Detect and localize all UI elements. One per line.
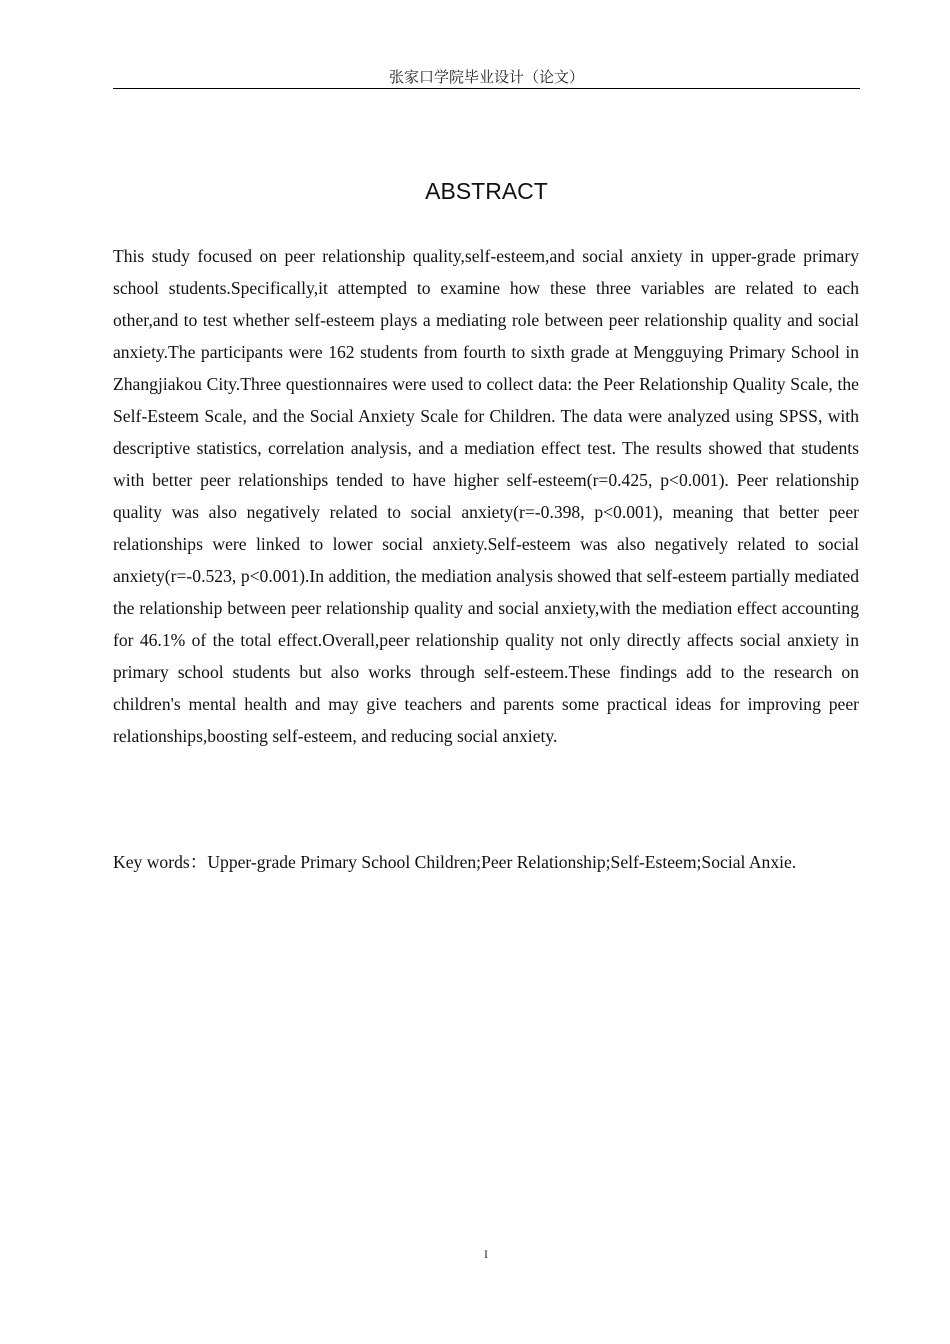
- keywords-label: Key words：: [113, 852, 208, 872]
- page-header: [113, 67, 860, 89]
- header-title: 张家口学院毕业设计（论文）: [388, 68, 584, 86]
- abstract-title: ABSTRACT: [425, 178, 548, 204]
- abstract-body: This study focused on peer relationship quality,self-esteem,and social anxiety in upper-grade primary school students.Specifically,it attempted to examine how these three variables are related to each other,and to test whether self-esteem plays a mediating role between peer relationship quality and social anxiety.The participants were 162 students from fourth to sixth grade at Mengguying Primary School in Zhangjiakou City.Three questionnaires were used to collect data: the Peer Relationship Quality Scale, the Self-Esteem Scale, and the Social Anxiety Scale for Children. The data were analyzed using SPSS, with descriptive statistics, correlation analysis, and a mediation effect test. The results showed that students with better peer relationships tended to have higher self-esteem(r=0.425, p<0.001). Peer relationship quality was also negatively related to social anxiety(r=-0.398, p<0.001), meaning that better peer relationships were linked to lower social anxiety.Self-esteem was also negatively related to social anxiety(r=-0.523, p<0.001).In addition, the mediation analysis showed that self-esteem partially mediated the relationship between peer relationship quality and social anxiety,with the mediation effect accounting for 46.1% of the total effect.Overall,peer relationship quality not only directly affects social anxiety in primary school students but also works through self-esteem.These findings add to the research on children's mental health and may give teachers and parents some practical ideas for improving peer relationships,boosting self-esteem, and reducing social anxiety.: [113, 246, 859, 746]
- keywords-value: Upper-grade Primary School Children;Peer Relationship;Self-Esteem;Social Anxie.: [207, 852, 797, 872]
- keywords-line: [113, 846, 873, 878]
- page-number: I: [484, 1247, 488, 1261]
